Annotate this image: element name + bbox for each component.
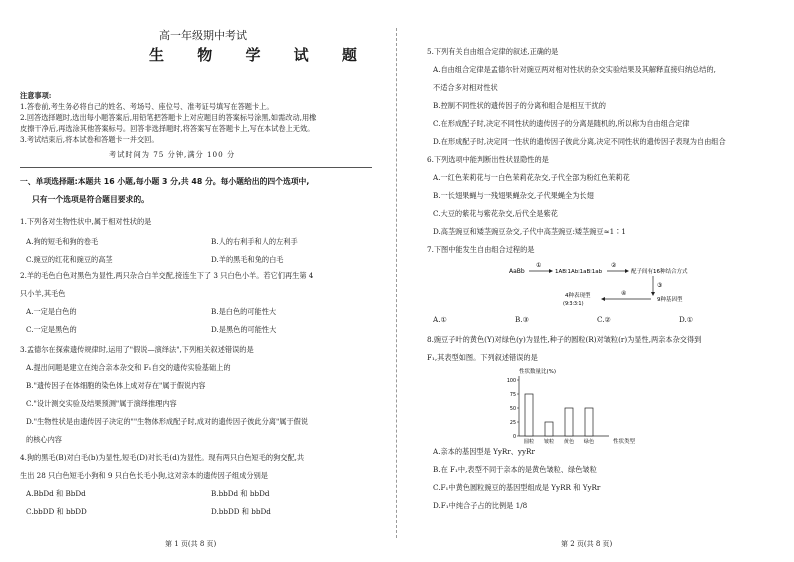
q4-option-b: B.bbDd 和 bbDd <box>211 489 270 498</box>
page-footer-1: 第 1 页(共 8 页) <box>165 540 217 548</box>
q2-option-b: B.是白色的可能性大 <box>211 307 277 316</box>
chart-bars <box>525 394 593 436</box>
chart-bar <box>565 408 573 436</box>
note-3: 3.考试结束后,将本试卷和答题卡一并交回。 <box>20 135 159 144</box>
chart-bar <box>585 408 593 436</box>
q6-option-a: A.一红色茉莉花与一白色茉莉花杂交,子代全部为粉红色茉莉花 <box>433 173 630 182</box>
chart-y-ticks <box>507 378 519 440</box>
section-heading-cont: 只有一个选项是符合题目要求的。 <box>32 195 149 204</box>
chart-category-label: 圆粒 <box>523 439 535 445</box>
chart-category-label: 绿色 <box>583 439 595 445</box>
q8-option-a: A.亲本的基因型是 YyRr、yyRr <box>433 447 535 456</box>
q6-option-c: C.大豆的紫花与紫花杂交,后代全是紫花 <box>433 209 558 218</box>
q7-option-d: D.① <box>679 315 694 324</box>
q7-ratio: (9∶3∶3∶1) <box>563 301 584 307</box>
chart-category-label: 皱粒 <box>543 439 555 445</box>
q3-option-b: B."遗传因子在体细胞的染色体上成对存在"属于假说内容 <box>26 381 206 390</box>
q6-option-d: D.高茎豌豆和矮茎豌豆杂交,子代中高茎豌豆:矮茎豌豆≈1∶1 <box>433 227 626 236</box>
right-page <box>397 0 794 562</box>
q2-option-a: A.一定是白色的 <box>26 307 77 316</box>
q7-flow-diagram <box>507 260 707 308</box>
q5-option-d: D.在形成配子时,决定同一性状的遗传因子彼此分离,决定不同性状的遗传因子表现为自由组合 <box>433 137 726 146</box>
page-footer-2: 第 2 页(共 8 页) <box>561 540 613 548</box>
chart-y-tick-label: 75 <box>509 392 516 398</box>
q5-option-a-cont: 不适合多对相对性状 <box>433 83 498 92</box>
time-line: 考试时间为 75 分钟,满分 100 分 <box>109 150 236 159</box>
q3-option-d-cont: 的核心内容 <box>26 435 62 444</box>
q4-option-c: C.bbDD 和 bbDD <box>26 507 87 516</box>
q7-step-2: ② <box>611 262 617 269</box>
chart-y-tick-label: 25 <box>509 420 516 426</box>
q5-option-a: A.自由组合定律是孟德尔针对豌豆两对相对性状的杂交实验结果及其解释直接归纳总结的, <box>433 65 716 74</box>
section-heading: 一、单项选择题:本题共 16 小题,每小题 3 分,共 48 分。每小题给出的四个选项中, <box>20 177 310 186</box>
q2-option-d: D.是黑色的可能性大 <box>211 325 277 334</box>
notes-heading: 注意事项: <box>20 91 52 100</box>
q7-option-a: A.① <box>433 315 447 324</box>
q7-option-c: C.② <box>597 315 611 324</box>
note-2-cont: 皮擦干净后,再选涂其他答案标号。回答非选择题时,将答案写在答题卡上,写在本试卷上无效。 <box>20 124 315 133</box>
q4-stem-cont: 生出 28 只白色短毛小狗和 9 只白色长毛小狗,这对亲本的遗传因子组成分别是 <box>20 471 268 480</box>
q4-option-a: A.BbDd 和 BbDd <box>26 489 86 498</box>
chart-category-labels <box>524 437 594 445</box>
q8-option-c: C.F₁中黄色圆粒豌豆的基因型组成是 YyRR 和 YyRr <box>433 483 601 492</box>
q3-stem: 3.孟德尔在探索遗传规律时,运用了"假说—演绎法",下列相关叙述错误的是 <box>20 345 254 354</box>
q1-option-b: B.人的右利手和人的左利手 <box>211 237 298 246</box>
q2-option-c: C.一定是黑色的 <box>26 325 77 334</box>
q7-phenotypes: 4种表现型 <box>565 293 591 299</box>
q3-option-a: A.提出问题是建立在纯合亲本杂交和 F₁自交的遗传实验基础上的 <box>26 363 231 372</box>
chart-ylabel: 性状数量比(%) <box>519 369 557 375</box>
q7-gametes: 1AB∶1Ab∶1aB∶1ab <box>555 269 603 275</box>
q7-arrowhead-2 <box>625 269 629 273</box>
chart-y-tick-label: 50 <box>509 406 516 412</box>
q7-arrowhead-3 <box>651 292 655 296</box>
q1-option-a: A.狗的短毛和狗的卷毛 <box>26 237 99 246</box>
q2-stem: 2.羊的毛色白色对黑色为显性,两只杂合白羊交配,接连生下了 3 只白色小羊。若它们再生第 4 <box>20 271 314 280</box>
q7-option-b: B.③ <box>515 315 530 324</box>
q8-option-d: D.F₁中纯合子占的比例是 1/8 <box>433 501 528 510</box>
q4-stem: 4.狗的黑毛(B)对白毛(b)为显性,短毛(D)对长毛(d)为显性。现有两只白色短毛的狗交配,共 <box>20 453 305 462</box>
q7-arrowhead-1 <box>549 269 553 273</box>
q7-combinations: 配子间有16种结合方式 <box>631 269 688 275</box>
q3-option-d: D."生物性状是由遗传因子决定的""生物体形成配子时,成对的遗传因子彼此分离"属于假说 <box>26 417 309 426</box>
q7-step-4: ④ <box>621 290 627 297</box>
q7-arrowhead-4 <box>601 297 605 301</box>
q5-stem: 5.下列有关自由组合定律的叙述,正确的是 <box>427 47 559 56</box>
q3-option-c: C."设计测交实验及结果预测"属于演绎推理内容 <box>26 399 177 408</box>
q1-option-c: C.豌豆的红花和豌豆的高茎 <box>26 255 113 264</box>
q8-bar-chart <box>497 364 697 446</box>
q2-stem-cont: 只小羊,其毛色 <box>20 289 66 298</box>
q8-stem-cont: F₁,其表型如图。下列叙述错误的是 <box>427 353 538 362</box>
q7-genotypes: 9种基因型 <box>657 297 683 303</box>
q5-option-b: B.控制不同性状的遗传因子的分离和组合是相互干扰的 <box>433 101 606 110</box>
note-1: 1.答卷前,考生务必将自己的姓名、考场号、座位号、准考证号填写在答题卡上。 <box>20 102 274 111</box>
note-2: 2.回答选择题时,选出每小题答案后,用铅笔把答题卡上对应题目的答案标号涂黑,如需改动,用橡 <box>20 113 317 122</box>
q7-step-1: ① <box>536 262 542 269</box>
chart-bar <box>545 422 553 436</box>
q8-option-b: B.在 F₁中,表型不同于亲本的是黄色皱粒、绿色皱粒 <box>433 465 597 474</box>
q1-option-d: D.羊的黑毛和兔的白毛 <box>211 255 284 264</box>
chart-category-label: 黄色 <box>563 439 575 445</box>
chart-bar <box>525 394 533 436</box>
q6-stem: 6.下列选项中能判断出性状显隐性的是 <box>427 155 549 164</box>
q1-stem: 1.下列各对生物性状中,属于相对性状的是 <box>20 217 152 226</box>
q7-parent-genotype: AaBb <box>509 268 525 275</box>
q4-option-d: D.bbDD 和 bbDd <box>211 507 271 516</box>
exam-title: 高一年级期中考试 <box>159 29 247 42</box>
q6-option-b: B.一长翅果蝇与一残翅果蝇杂交,子代果蝇全为长翅 <box>433 191 594 200</box>
q8-stem: 8.豌豆子叶的黄色(Y)对绿色(y)为显性,种子的圆粒(R)对皱粒(r)为显性,两亲本杂交得到 <box>427 335 702 344</box>
subject-title: 生 物 学 试 题 <box>149 46 371 64</box>
q7-step-3: ③ <box>657 282 663 289</box>
chart-y-tick-label: 100 <box>506 378 516 384</box>
chart-xlabel: 性状类型 <box>613 439 636 445</box>
q7-stem: 7.下图中能发生自由组合过程的是 <box>427 245 535 254</box>
header-rule <box>20 167 372 168</box>
chart-y-tick-label: 0 <box>512 434 516 440</box>
q5-option-c: C.在形成配子时,决定不同性状的遗传因子的分离是随机的,所以称为自由组合定律 <box>433 119 690 128</box>
